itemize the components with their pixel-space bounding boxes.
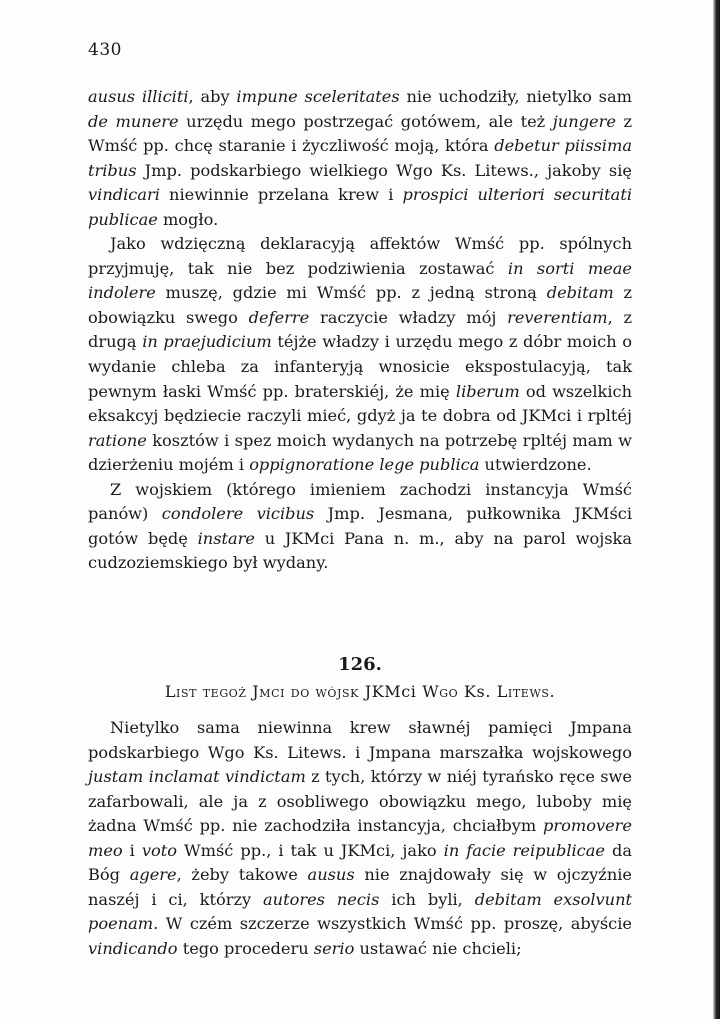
paragraph bbox=[88, 85, 632, 232]
page-edge-shadow bbox=[713, 0, 720, 1019]
text-run: muszę, gdzie mi Wmść pp. z jedną stroną bbox=[155, 283, 547, 303]
title-part: Jmci bbox=[252, 682, 286, 701]
latin-phrase: in praejudicium bbox=[142, 332, 272, 352]
latin-phrase: debitam bbox=[546, 283, 614, 303]
text-run: , żeby takowe bbox=[176, 865, 308, 885]
latin-phrase: oppignoratione lege publica bbox=[249, 455, 480, 475]
latin-phrase: in facie reipublicae bbox=[443, 840, 605, 860]
latin-phrase: vindicando bbox=[88, 938, 178, 958]
latin-phrase: de munere bbox=[88, 111, 179, 131]
text-run: Jmp. podskarbiego wielkiego Wgo Ks. Litews., jakoby się bbox=[136, 160, 632, 180]
latin-phrase: vindicari bbox=[88, 185, 160, 205]
latin-phrase: debetur piissima tribus bbox=[88, 136, 632, 180]
section-title bbox=[88, 682, 632, 701]
text-run: Z wojskiem (którego imieniem zachodzi instancyja Wmść panów) bbox=[88, 479, 632, 524]
text-run: mogło. bbox=[157, 209, 219, 229]
latin-phrase: ratione bbox=[88, 430, 147, 450]
text-run: , z drugą bbox=[88, 307, 632, 352]
text-run: i bbox=[122, 840, 142, 860]
latin-phrase: impune sceleritates bbox=[236, 87, 400, 106]
latin-phrase: in sorti meae indolere bbox=[88, 258, 632, 303]
latin-phrase: reverentiam bbox=[507, 307, 608, 327]
latin-phrase: ausus bbox=[307, 865, 355, 885]
text-run: ustawać nie chcieli; bbox=[354, 938, 522, 958]
text-run: z tych, którzy w niéj tyrańsko ręce swe zafarbowali, ale ja z osobliwego obowiązku mego, luboby mię żadna Wmść pp. nie zachodziła instancyja, chciałbym bbox=[88, 767, 632, 836]
text-run: , aby bbox=[188, 87, 237, 106]
page-number: 430 bbox=[88, 40, 122, 60]
latin-phrase: instare bbox=[197, 528, 255, 548]
text-run: od wszelkich eksakcyj będziecie raczyli mieć, gdyż ja te dobra od JKMci i rpltéj bbox=[88, 381, 632, 426]
title-part: do wójsk bbox=[285, 682, 365, 701]
text-run: z obowiązku swego bbox=[88, 283, 632, 327]
latin-phrase: deferre bbox=[248, 307, 310, 327]
text-run: Jmp. Jesmana, pułkownika JKMści gotów będę bbox=[88, 504, 632, 548]
text-run: Wmść pp., i tak u JKMci, jako bbox=[177, 840, 444, 860]
text-run: nie znajdowały się w ojczyźnie naszéj i ci, którzy bbox=[88, 865, 632, 909]
letter-body-bottom bbox=[88, 716, 632, 961]
text-run: téjże władzy i urzędu mego z dóbr moich o wydanie chleba za infanteryją wnosicie ekspostulacyją, tak pewnym łaski Wmść pp. braterskiéj, że mię bbox=[88, 332, 632, 401]
text-run: tego procederu bbox=[177, 938, 314, 958]
paragraph bbox=[88, 232, 632, 477]
text-run: utwierdzone. bbox=[479, 455, 592, 475]
text-run: ich byli, bbox=[379, 889, 475, 909]
latin-phrase: autores necis bbox=[263, 889, 380, 909]
paragraph bbox=[88, 716, 632, 961]
text-run: da Bóg bbox=[88, 840, 632, 885]
title-part: Ks. bbox=[463, 682, 492, 701]
paragraph bbox=[88, 478, 632, 576]
latin-phrase: agere bbox=[129, 865, 177, 885]
latin-phrase: ausus illiciti bbox=[88, 87, 189, 106]
title-part: JKMci bbox=[364, 682, 417, 701]
text-run: niewinnie przelana krew i bbox=[159, 185, 403, 205]
latin-phrase: debitam exsolvunt poenam. bbox=[88, 889, 632, 934]
text-run: Jako wdzięczną deklaracyją affektów Wmść pp. spólnych przyjmuję, tak nie bez podziwienia zostawać bbox=[88, 234, 632, 278]
latin-phrase: prospici ulteriori securitati publicae bbox=[88, 185, 632, 229]
latin-phrase: promovere meo bbox=[88, 816, 632, 860]
latin-phrase: jungere bbox=[552, 111, 616, 131]
section-number: 126. bbox=[338, 654, 382, 675]
latin-phrase: condolere vicibus bbox=[161, 504, 315, 524]
title-part: Wgo bbox=[422, 682, 459, 701]
text-run: Nietylko sama niewinna krew sławnéj pamięci Jmpana podskarbiego Wgo Ks. Litews. i Jmpana marszałka wojskowego bbox=[88, 718, 632, 762]
title-part: tegoż bbox=[197, 682, 253, 701]
text-run: u JKMci Pana n. m., aby na parol wojska cudzoziemskiego był wydany. bbox=[88, 528, 632, 573]
latin-phrase: serio bbox=[313, 938, 355, 958]
text-run: raczycie władzy mój bbox=[309, 307, 508, 327]
latin-phrase: justam inclamat vindictam bbox=[88, 767, 306, 787]
letter-body-top bbox=[88, 85, 632, 576]
title-part: List bbox=[164, 682, 198, 701]
title-part: Litews. bbox=[496, 682, 556, 701]
text-run: z Wmść pp. chcę staranie i życzliwość moją, która bbox=[88, 111, 632, 156]
text-run: W czém szczerze wszystkich Wmść pp. proszę, abyście bbox=[158, 914, 632, 934]
text-run: nie uchodziły, nietylko sam bbox=[399, 87, 632, 106]
text-run: kosztów i spez moich wydanych na potrzebę rpltéj mam w dzierżeniu mojém i bbox=[88, 430, 632, 475]
latin-phrase: liberum bbox=[455, 381, 520, 401]
text-run: urzędu mego postrzegać gotówem, ale też bbox=[178, 111, 553, 131]
latin-phrase: voto bbox=[141, 840, 177, 860]
